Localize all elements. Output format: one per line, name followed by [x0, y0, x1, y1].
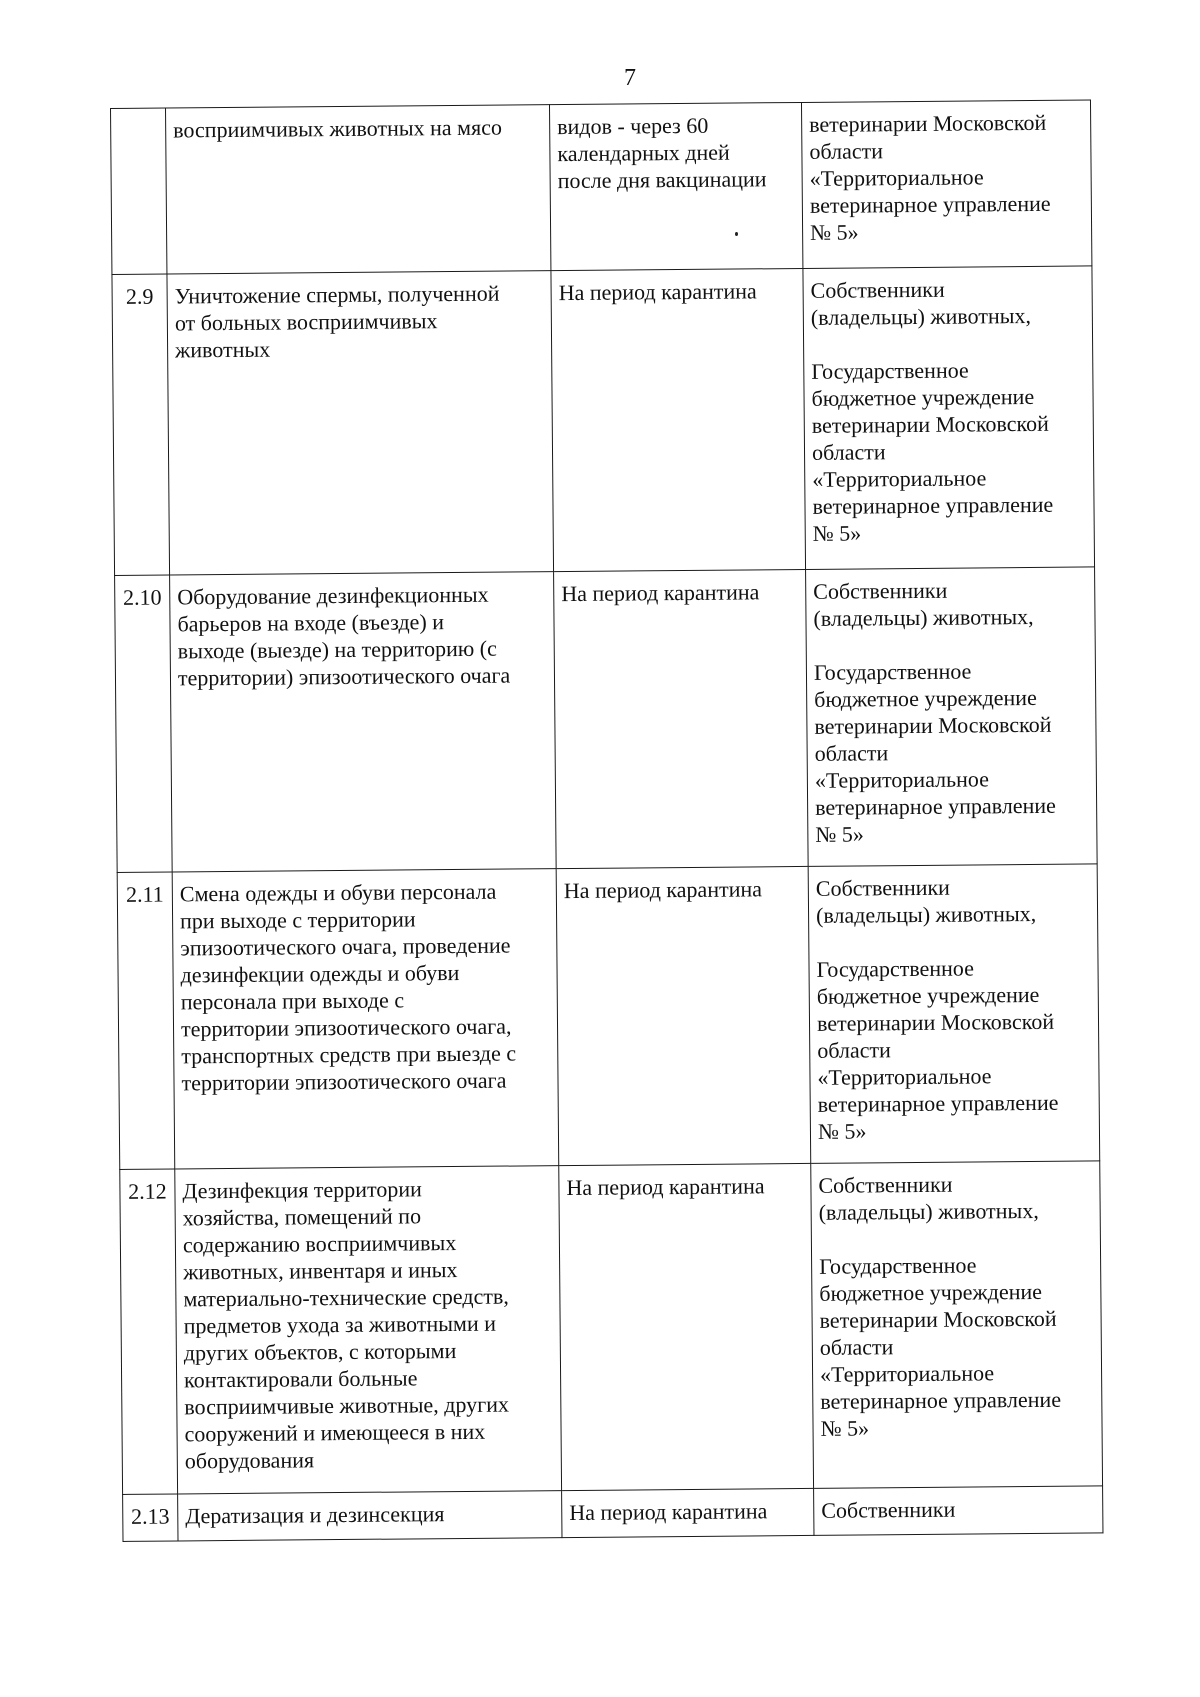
period-cell: На период карантина	[562, 1488, 814, 1537]
responsible-cell: Собственники (владельцы) животных, Государственное бюджетное учреждение ветеринарии Московской области «Территориальное ветеринарное управление № 5»	[808, 864, 1100, 1164]
period-cell: видов - через 60 календарных дней после дня вакцинации	[549, 102, 802, 270]
scan-speck	[735, 232, 738, 236]
period-cell: На период карантина	[554, 569, 809, 868]
row-number-cell: 2.12	[120, 1169, 178, 1494]
row-number-cell: 2.9	[112, 274, 170, 575]
measure-cell: Оборудование дезинфекционных барьеров на входе (въезде) и выходе (выезде) на территорию (с территории) эпизоотического очага	[170, 572, 557, 872]
table-row	[123, 1486, 1103, 1542]
responsible-cell: Собственники (владельцы) животных, Государственное бюджетное учреждение ветеринарии Московской области «Территориальное ветеринарное управление № 5»	[803, 266, 1095, 570]
table-row	[111, 100, 1092, 275]
measure-cell: Смена одежды и обуви персонала при выходе с территории эпизоотического очага, проведение дезинфекции одежды и обуви персонала при выходе с территории эпизоотического очага, транспортных средств при выезде с территории эпизоотического очага	[172, 869, 559, 1169]
responsible-cell: Собственники (владельцы) животных, Государственное бюджетное учреждение ветеринарии Московской области «Территориальное ветеринарное управление № 5»	[811, 1161, 1103, 1489]
responsible-cell: Собственники	[814, 1486, 1103, 1536]
period-cell: На период карантина	[551, 268, 806, 571]
period-cell: На период карантина	[559, 1163, 814, 1490]
table-row	[117, 864, 1100, 1170]
responsible-cell: Собственники (владельцы) животных, Государственное бюджетное учреждение ветеринарии Московской области «Территориальное ветеринарное управление № 5»	[806, 567, 1098, 867]
measures-table	[110, 99, 1103, 1542]
row-number-cell: 2.11	[117, 872, 175, 1169]
measure-cell: восприимчивых животных на мясо	[166, 105, 551, 274]
period-cell: На период карантина	[556, 866, 811, 1165]
table-row	[120, 1161, 1103, 1495]
row-number-cell	[111, 108, 167, 274]
row-number-cell: 2.13	[123, 1494, 178, 1541]
row-number-cell: 2.10	[115, 575, 173, 872]
responsible-cell: ветеринарии Московской области «Территориальное ветеринарное управление № 5»	[801, 100, 1091, 269]
table-row	[112, 266, 1095, 576]
page-number: 7	[624, 65, 636, 91]
measure-cell: Дератизация и дезинсекция	[178, 1491, 562, 1541]
measure-cell: Дезинфекция территории хозяйства, помещений по содержанию восприимчивых животных, инвентаря и иных материально-технические средств, предметов ухода за животными и других объектов, с которыми контактировали больные восприимчивые животные, других сооружений и имеющееся в них оборудования	[175, 1166, 562, 1494]
measure-cell: Уничтожение спермы, полученной от больных восприимчивых животных	[167, 271, 554, 575]
table-row	[115, 567, 1098, 873]
